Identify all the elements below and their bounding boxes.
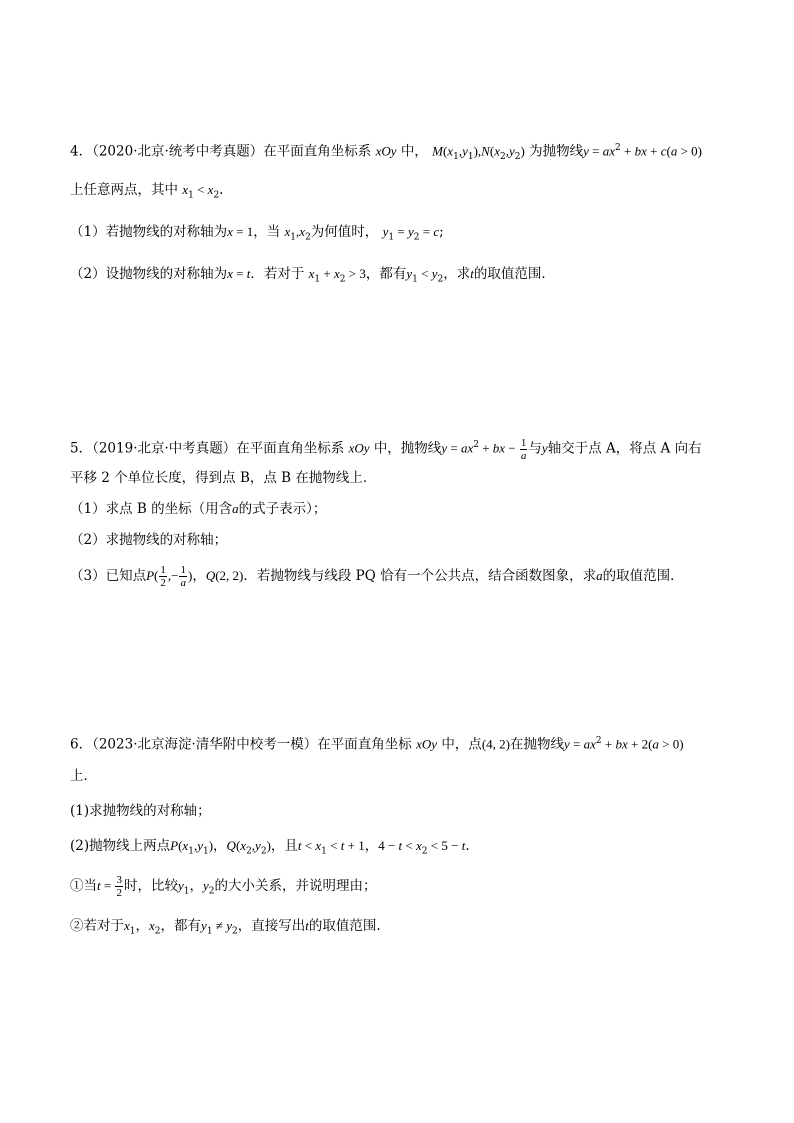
math-parabola-6: y bbox=[563, 736, 570, 752]
q4-line-1: 4．（2020·北京·统考中考真题）在平面直角坐标系 xOy 中， $M(x_1,y_1),N(x_2,y_2)$ 为抛物线$y = ax^2$ + bx + c(a > 0) bbox=[70, 143, 703, 163]
q6-text: 的大小关系，并说明理由； bbox=[214, 878, 377, 894]
math-y2: y bbox=[202, 878, 209, 893]
math-range-x1: t bbox=[297, 838, 302, 853]
q5-line-4 bbox=[70, 530, 227, 550]
math-point-4-2: (4, 2) bbox=[481, 736, 510, 752]
q6-text: ， bbox=[189, 878, 203, 894]
math-x1-x2: x bbox=[284, 224, 291, 239]
math-y: y bbox=[541, 440, 548, 456]
math-t: t bbox=[470, 266, 474, 281]
math-x-eq-1: x bbox=[227, 224, 233, 239]
math-a: a bbox=[596, 568, 603, 583]
math-point-p-xy: P bbox=[170, 838, 179, 853]
math-xoy: xOy bbox=[348, 440, 370, 456]
q6-text: 时，比较 bbox=[123, 878, 178, 894]
q5-text: 的取值范围． bbox=[602, 568, 684, 584]
q5-text: （1）求点 B 的坐标（用含 bbox=[70, 501, 233, 517]
math-x1: x bbox=[124, 918, 130, 933]
q5-line-3 bbox=[70, 499, 326, 519]
math-parabola: y bbox=[583, 143, 589, 159]
math-t-eq-3-2: t bbox=[97, 878, 101, 893]
q5-text: 轴交于点 A，将点 A 向右 bbox=[547, 440, 702, 457]
q4-text: ．若对于 bbox=[250, 266, 305, 282]
q6-text: ，都有 bbox=[160, 918, 202, 934]
q6-line-3 bbox=[70, 801, 211, 821]
q5-text: （2）求抛物线的对称轴； bbox=[70, 532, 228, 548]
q4-text: 中， bbox=[400, 143, 428, 160]
q4-line-2: 上任意两点，其中 $x_1 < x_2$. bbox=[70, 182, 224, 201]
q4-text: 上任意两点，其中 bbox=[70, 182, 178, 198]
q4-text: ; bbox=[439, 224, 444, 240]
q4-text: 4．（2020·北京·统考中考真题）在平面直角坐标系 bbox=[70, 143, 372, 160]
q6-line-6: ②若对于$x_1$，$x_2$，都有$y_1 \ne y_2$，直接写出t的取值范围. bbox=[70, 918, 381, 937]
q4-text: ，当 bbox=[253, 224, 281, 240]
math-y1: y bbox=[177, 878, 184, 893]
q4-text: ，求 bbox=[443, 266, 471, 282]
q4-line-4: （2）设抛物线的对称轴为x = t．若对于 $x_1 + x_2 > 3$，都有$y_1 < y_2$，求t的取值范围． bbox=[70, 266, 555, 285]
math-x-eq-t: x bbox=[227, 266, 233, 281]
q6-text: (2)抛物线上两点 bbox=[70, 838, 171, 854]
math-fraction-1-over-a: $\frac{1}{a}$ bbox=[520, 436, 527, 462]
q6-text: ①当 bbox=[70, 878, 97, 894]
q5-line-1: 5．（2019·北京·中考真题）在平面直角坐标系 xOy 中，抛物线$y = ax^2$ + bx − $\frac{1}{a}$ 与y轴交于点 A，将点 A 向右 bbox=[70, 436, 702, 462]
q5-text: 的式子表示）； bbox=[238, 501, 327, 517]
q6-text: (1)求抛物线的对称轴； bbox=[70, 803, 211, 819]
q5-text: （3）已知点 bbox=[70, 568, 147, 584]
math-point-p: P bbox=[146, 568, 155, 583]
math-point-q: Q bbox=[205, 568, 216, 583]
q6-line-1: 6．（2023·北京海淀·清华附中校考一模）在平面直角坐标 xOy 中，点(4, 2)在抛物线$y = ax^2$ + bx + 2(a > 0) bbox=[70, 736, 684, 753]
q4-line-3: （1）若抛物线的对称轴为x = 1，当 $x_1,x_2$为何值时， $y_1 = y_2 = c$; bbox=[70, 224, 444, 243]
q6-text: 的取值范围. bbox=[308, 918, 381, 934]
math-range-x2: 4 − bbox=[378, 838, 399, 853]
math-x2: x bbox=[149, 918, 155, 933]
q5-text: ．若抛物线与线段 PQ 恰有一个公共点，结合函数图象，求 bbox=[243, 568, 597, 584]
math-sum-gt-3: x bbox=[308, 266, 315, 281]
math-point-q-xy: Q bbox=[226, 838, 236, 853]
q4-text: （1）若抛物线的对称轴为 bbox=[70, 224, 228, 240]
q6-text: ， bbox=[135, 918, 150, 934]
math-t: t bbox=[305, 918, 309, 933]
math-points-mn: M bbox=[432, 143, 443, 159]
q4-text: 为抛物线 bbox=[529, 143, 584, 160]
math-xoy: xOy bbox=[416, 736, 438, 752]
q6-line-5: ①当t = $\frac{3}{2}$ 时，比较$y_1$，$y_2$的大小关系，并说明理由； bbox=[70, 874, 377, 899]
q6-text: ， bbox=[213, 838, 227, 854]
math-y1-y2-c: y bbox=[382, 224, 389, 239]
math-y1-lt-y2: y bbox=[406, 266, 413, 281]
math-parabola-5: y bbox=[441, 440, 448, 456]
q6-text: 上． bbox=[70, 768, 97, 784]
q6-line-4: (2)抛物线上两点$P(x_1,y_1)$，$Q(x_2,y_2)$，且$t < x_1 < t + 1$，$4 - t < x_2 < 5 - t$. bbox=[70, 838, 470, 857]
math-a: a bbox=[232, 501, 239, 516]
q5-line-5: （3）已知点P( $\frac{1}{2}$ ,− $\frac{1}{a}$ )，Q(2, 2)．若抛物线与线段 PQ 恰有一个公共点，结合函数图象，求a的取值范围． bbox=[70, 564, 684, 589]
q5-text: ， bbox=[192, 568, 206, 584]
q6-text: 6．（2023·北京海淀·清华附中校考一模）在平面直角坐标 bbox=[70, 736, 412, 753]
math-y1-ne-y2: y bbox=[201, 918, 207, 933]
q5-text: 与 bbox=[528, 440, 542, 457]
q6-text: 在抛物线 bbox=[509, 736, 564, 753]
q5-line-2 bbox=[70, 468, 376, 488]
q4-text: 为何值时， bbox=[310, 224, 379, 240]
q6-line-2 bbox=[70, 766, 97, 786]
q4-text: （2）设抛物线的对称轴为 bbox=[70, 266, 228, 282]
q6-text: 中，点 bbox=[441, 736, 482, 753]
q4-text: 的取值范围． bbox=[473, 266, 555, 282]
q5-text: 中，抛物线 bbox=[373, 440, 442, 457]
q4-text: ，都有 bbox=[365, 266, 407, 282]
q6-text: ， bbox=[364, 838, 379, 854]
q5-text: 平移 2 个单位长度，得到点 B，点 B 在抛物线上． bbox=[70, 470, 377, 486]
math-x1-lt-x2: x bbox=[182, 182, 189, 197]
q4-text: . bbox=[219, 182, 224, 198]
q5-text: 5．（2019·北京·中考真题）在平面直角坐标系 bbox=[70, 440, 345, 457]
q6-text: ，且 bbox=[270, 838, 298, 854]
q6-text: ，直接写出 bbox=[237, 918, 306, 934]
math-xoy: xOy bbox=[375, 143, 397, 159]
q6-text: . bbox=[465, 838, 470, 854]
q6-text: ②若对于 bbox=[70, 918, 124, 934]
